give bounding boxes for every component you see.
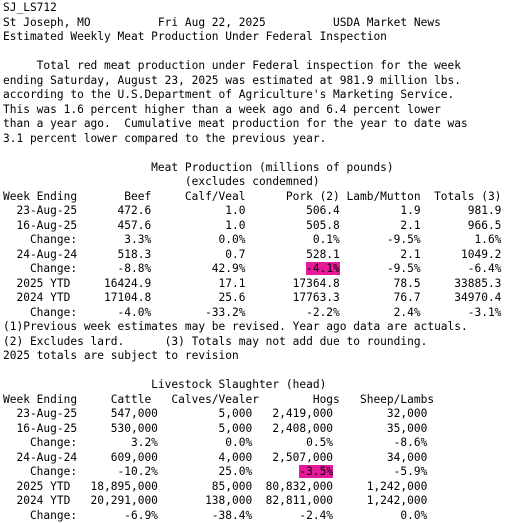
- report-line: [3, 248, 501, 263]
- report-line: [3, 59, 501, 74]
- report-text: -9.5% -6.4%: [340, 262, 502, 275]
- report-text: Change: -6.9% -38.4% -2.4% 0.0%: [3, 509, 427, 522]
- report-line: [3, 30, 501, 45]
- report-text: Change: -10.2% 25.0%: [3, 465, 299, 478]
- report-line: [3, 320, 501, 335]
- report-text: (excludes condemned): [3, 175, 320, 188]
- report-text: Change: -4.0% -33.2% -2.2% 2.4% -3.1%: [3, 306, 501, 319]
- report-line: [3, 277, 501, 292]
- report-text: Change: 3.2% 0.0% 0.5% -8.6%: [3, 436, 427, 449]
- report-line: [3, 117, 501, 132]
- report-line: [3, 480, 501, 495]
- report-text: -5.9%: [333, 465, 427, 478]
- report-line: [3, 335, 501, 350]
- report-text: Meat Production (millions of pounds): [3, 161, 394, 174]
- report-line: [3, 219, 501, 234]
- report-line: [3, 465, 501, 480]
- report-text: 3.1 percent lower compared to the previous year.: [3, 132, 326, 145]
- report-text: 23-Aug-25 472.6 1.0 506.4 1.9 981.9: [3, 204, 501, 217]
- report-line: [3, 378, 501, 393]
- report-text: according to the U.S.Department of Agriculture's Marketing Service.: [3, 88, 454, 101]
- report-text: than a year ago. Cumulative meat production for the year to date was: [3, 117, 468, 130]
- report-line: [3, 88, 501, 103]
- report-text: 24-Aug-24 518.3 0.7 528.1 2.1 1049.2: [3, 248, 501, 261]
- report-line: [3, 291, 501, 306]
- report-line: [3, 161, 501, 176]
- report-line: [3, 190, 501, 205]
- report-text: ending Saturday, August 23, 2025 was estimated at 981.9 million lbs.: [3, 74, 461, 87]
- report-text: 2024 YTD 20,291,000 138,000 82,811,000 1,242,000: [3, 494, 427, 507]
- report-line: [3, 306, 501, 321]
- report-text: SJ_LS712: [3, 1, 57, 14]
- report-text: 16-Aug-25 457.6 1.0 505.8 2.1 966.5: [3, 219, 501, 232]
- report-line: [3, 16, 501, 31]
- report-text: (2) Excludes lard. (3) Totals may not add due to rounding.: [3, 335, 427, 348]
- report-text: Week Ending Beef Calf/Veal Pork (2) Lamb/Mutton Totals (3): [3, 190, 501, 203]
- market-news-report: [3, 1, 501, 523]
- report-line: [3, 233, 501, 248]
- report-line: [3, 262, 501, 277]
- report-line: [3, 422, 501, 437]
- report-line: [3, 407, 501, 422]
- report-line: [3, 132, 501, 147]
- report-text: Change: -8.8% 42.9%: [3, 262, 306, 275]
- report-text: St Joseph, MO Fri Aug 22, 2025 USDA Market News: [3, 16, 441, 29]
- report-line: [3, 1, 501, 16]
- highlighted-value: -4.1%: [306, 262, 340, 275]
- report-text: Total red meat production under Federal inspection for the week: [3, 59, 461, 72]
- report-line: [3, 436, 501, 451]
- report-line: [3, 204, 501, 219]
- report-line: [3, 74, 501, 89]
- report-text: 23-Aug-25 547,000 5,000 2,419,000 32,000: [3, 407, 427, 420]
- report-text: 2025 YTD 18,895,000 85,000 80,832,000 1,242,000: [3, 480, 427, 493]
- report-line: [3, 175, 501, 190]
- report-text: This was 1.6 percent higher than a week ago and 6.4 percent lower: [3, 103, 441, 116]
- report-text: (1)Previous week estimates may be revised. Year ago data are actuals.: [3, 320, 468, 333]
- report-text: 2025 totals are subject to revision: [3, 349, 239, 362]
- report-text: 24-Aug-24 609,000 4,000 2,507,000 34,000: [3, 451, 427, 464]
- highlighted-value: -3.5%: [299, 465, 333, 478]
- report-text: Estimated Weekly Meat Production Under Federal Inspection: [3, 30, 387, 43]
- report-line: [3, 451, 501, 466]
- report-text: Change: 3.3% 0.0% 0.1% -9.5% 1.6%: [3, 233, 501, 246]
- report-line: [3, 494, 501, 509]
- report-line: [3, 393, 501, 408]
- report-line: [3, 146, 501, 161]
- report-text: Week Ending Cattle Calves/Vealer Hogs Sheep/Lambs: [3, 393, 434, 406]
- report-text: 2024 YTD 17104.8 25.6 17763.3 76.7 34970.4: [3, 291, 501, 304]
- report-line: [3, 349, 501, 364]
- report-line: [3, 364, 501, 379]
- report-line: [3, 45, 501, 60]
- report-text: Livestock Slaughter (head): [3, 378, 326, 391]
- report-line: [3, 103, 501, 118]
- report-text: 16-Aug-25 530,000 5,000 2,408,000 35,000: [3, 422, 427, 435]
- report-text: 2025 YTD 16424.9 17.1 17364.8 78.5 33885.3: [3, 277, 501, 290]
